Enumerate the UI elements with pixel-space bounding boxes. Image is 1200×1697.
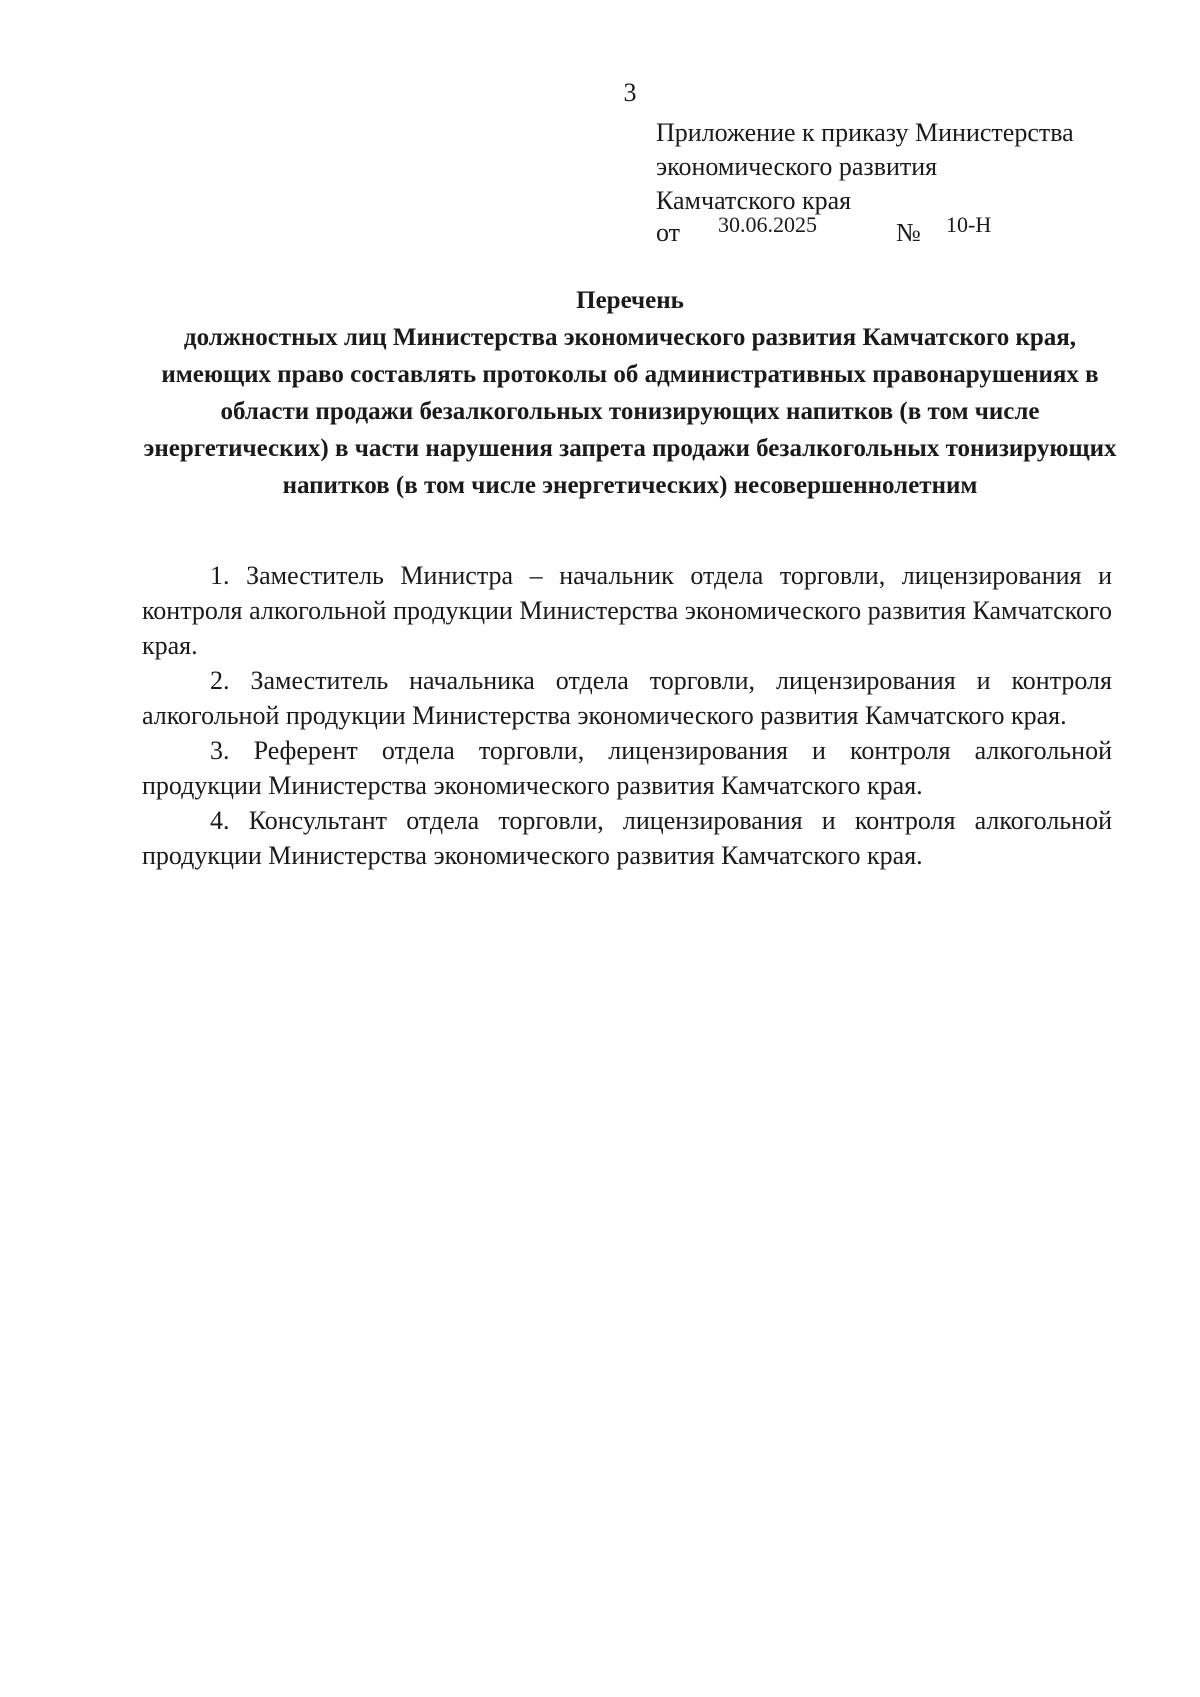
official-list xyxy=(142,558,1112,873)
page-number: 3 xyxy=(623,78,637,107)
appendix-line: Камчатского края xyxy=(656,186,852,215)
appendix-line: Приложение к приказу Министерства xyxy=(656,118,1074,147)
list-item: 4. Консультант отдела торговли, лицензирования и контроля алкогольной продукции Министерства экономического развития Камчатского края. xyxy=(142,806,1112,870)
list-item: 1. Заместитель Министра – начальник отдела торговли, лицензирования и контроля алкогольной продукции Министерства экономического развития Камчатского края. xyxy=(142,561,1112,660)
document-title xyxy=(140,282,1120,504)
list-item: 2. Заместитель начальника отдела торговли, лицензирования и контроля алкогольной продукции Министерства экономического развития Камчатского края. xyxy=(142,666,1112,730)
order-details xyxy=(656,212,1056,252)
order-date: 30.06.2025 xyxy=(718,212,817,237)
list-item: 3. Референт отдела торговли, лицензирования и контроля алкогольной продукции Министерства экономического развития Камчатского края. xyxy=(142,736,1112,800)
title-subheading: должностных лиц Министерства экономического развития Камчатского края, имеющих право составлять протоколы об административных правонарушениях в области продажи безалкогольных тонизирующих напитков (в том числе энергетических) в части нарушения запрета продажи безалкогольных тонизирующих напитков (в том числе энергетических) несовершеннолетним xyxy=(143,324,1117,499)
order-number: 10-Н xyxy=(946,212,992,237)
order-from-label: от xyxy=(656,218,681,247)
order-number-sign: № xyxy=(896,218,921,247)
title-heading: Перечень xyxy=(576,287,684,314)
appendix-header xyxy=(656,116,1074,218)
appendix-line: экономического развития xyxy=(656,152,938,181)
